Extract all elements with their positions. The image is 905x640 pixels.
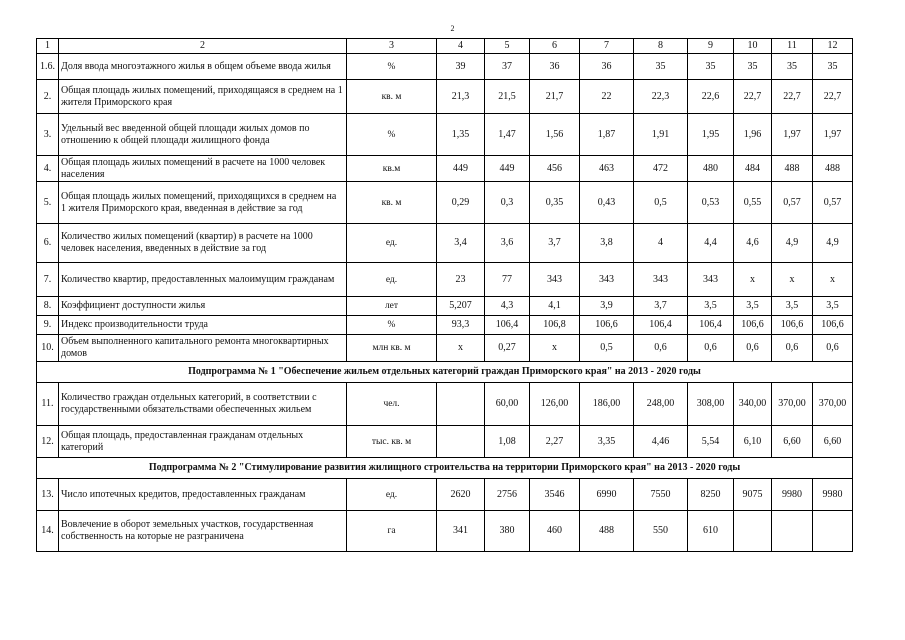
section-row (37, 458, 853, 479)
value-cell: 1,95 (688, 114, 734, 156)
value-cell: 1,35 (437, 114, 485, 156)
value-cell: 106,8 (530, 316, 580, 335)
value-cell: 0,6 (813, 335, 853, 362)
unit-cell: кв.м (347, 156, 437, 182)
value-cell: 35 (772, 54, 813, 80)
unit-cell: ед. (347, 479, 437, 511)
value-cell: 0,5 (634, 182, 688, 224)
value-cell: 106,6 (580, 316, 634, 335)
value-cell: х (530, 335, 580, 362)
table-row (37, 182, 853, 224)
value-cell: 340,00 (734, 383, 772, 426)
indicator-name: Количество граждан отдельных категорий, в соответствии с государственными обязательствами обеспеченных жильем (59, 383, 347, 426)
value-cell: 488 (580, 511, 634, 552)
value-cell: 1,87 (580, 114, 634, 156)
value-cell: 380 (485, 511, 530, 552)
unit-cell: га (347, 511, 437, 552)
value-cell: 484 (734, 156, 772, 182)
value-cell: 488 (772, 156, 813, 182)
value-cell: 4 (634, 224, 688, 263)
table-row (37, 426, 853, 458)
row-number: 7. (37, 263, 59, 297)
table-row (37, 316, 853, 335)
unit-cell: % (347, 114, 437, 156)
value-cell: 3,5 (734, 297, 772, 316)
value-cell: 2756 (485, 479, 530, 511)
value-cell: 4,4 (688, 224, 734, 263)
value-cell: 1,08 (485, 426, 530, 458)
value-cell: 3,8 (580, 224, 634, 263)
value-cell: 2620 (437, 479, 485, 511)
row-number: 9. (37, 316, 59, 335)
value-cell (772, 511, 813, 552)
indicator-name: Количество квартир, предоставленных малоимущим гражданам (59, 263, 347, 297)
value-cell: 341 (437, 511, 485, 552)
value-cell: 93,3 (437, 316, 485, 335)
value-cell: 35 (813, 54, 853, 80)
value-cell: х (813, 263, 853, 297)
value-cell: 21,3 (437, 80, 485, 114)
value-cell: 37 (485, 54, 530, 80)
value-cell: 35 (734, 54, 772, 80)
value-cell: 3,5 (688, 297, 734, 316)
value-cell: 3,35 (580, 426, 634, 458)
value-cell: 4,3 (485, 297, 530, 316)
unit-cell: чел. (347, 383, 437, 426)
value-cell: 5,207 (437, 297, 485, 316)
value-cell: 106,4 (688, 316, 734, 335)
value-cell: 0,57 (813, 182, 853, 224)
value-cell: 3,7 (530, 224, 580, 263)
value-cell: 550 (634, 511, 688, 552)
value-cell: 449 (485, 156, 530, 182)
value-cell: 4,6 (734, 224, 772, 263)
value-cell: 36 (530, 54, 580, 80)
unit-cell: тыс. кв. м (347, 426, 437, 458)
value-cell: х (734, 263, 772, 297)
indicator-name: Общая площадь, предоставленная гражданам отдельных категорий (59, 426, 347, 458)
value-cell: 60,00 (485, 383, 530, 426)
value-cell: 9980 (813, 479, 853, 511)
header-cell: 3 (347, 39, 437, 54)
value-cell: 0,43 (580, 182, 634, 224)
table-row (37, 297, 853, 316)
value-cell: 1,91 (634, 114, 688, 156)
indicator-name: Общая площадь жилых помещений в расчете на 1000 человек населения (59, 156, 347, 182)
unit-cell: лет (347, 297, 437, 316)
value-cell: 3,5 (772, 297, 813, 316)
value-cell: 370,00 (813, 383, 853, 426)
page-number: 2 (450, 24, 455, 33)
value-cell: 449 (437, 156, 485, 182)
header-cell: 8 (634, 39, 688, 54)
value-cell: 456 (530, 156, 580, 182)
value-cell: 21,7 (530, 80, 580, 114)
row-number: 2. (37, 80, 59, 114)
value-cell: 308,00 (688, 383, 734, 426)
value-cell: 3,6 (485, 224, 530, 263)
value-cell: 343 (634, 263, 688, 297)
row-number: 12. (37, 426, 59, 458)
value-cell: 9980 (772, 479, 813, 511)
value-cell: 0,6 (772, 335, 813, 362)
row-number: 5. (37, 182, 59, 224)
value-cell: 22,6 (688, 80, 734, 114)
value-cell: 22,7 (772, 80, 813, 114)
indicator-name: Общая площадь жилых помещений, приходящихся в среднем на 1 жителя Приморского края, введенная в действие за год (59, 182, 347, 224)
value-cell: 472 (634, 156, 688, 182)
value-cell: 610 (688, 511, 734, 552)
row-number: 6. (37, 224, 59, 263)
table-row (37, 114, 853, 156)
value-cell: 3,7 (634, 297, 688, 316)
section-title: Подпрограмма № 1 "Обеспечение жильем отдельных категорий граждан Приморского края" на 2013 - 2020 годы (37, 362, 853, 383)
value-cell: 22,7 (813, 80, 853, 114)
value-cell: 39 (437, 54, 485, 80)
table-row (37, 80, 853, 114)
value-cell: 0,35 (530, 182, 580, 224)
row-number: 10. (37, 335, 59, 362)
value-cell: 0,3 (485, 182, 530, 224)
value-cell: 0,53 (688, 182, 734, 224)
value-cell: 186,00 (580, 383, 634, 426)
value-cell: 0,55 (734, 182, 772, 224)
value-cell: 370,00 (772, 383, 813, 426)
unit-cell: ед. (347, 263, 437, 297)
indicator-name: Вовлечение в оборот земельных участков, государственная собственность на которые не разграничена (59, 511, 347, 552)
value-cell: 22,3 (634, 80, 688, 114)
value-cell: 4,1 (530, 297, 580, 316)
value-cell: 106,6 (734, 316, 772, 335)
value-cell: 36 (580, 54, 634, 80)
unit-cell: ед. (347, 224, 437, 263)
value-cell: 23 (437, 263, 485, 297)
unit-cell: млн кв. м (347, 335, 437, 362)
table-row (37, 224, 853, 263)
value-cell: 5,54 (688, 426, 734, 458)
value-cell (734, 511, 772, 552)
value-cell: 0,6 (734, 335, 772, 362)
value-cell: 463 (580, 156, 634, 182)
value-cell: 0,29 (437, 182, 485, 224)
value-cell: 6,60 (813, 426, 853, 458)
value-cell: 6,60 (772, 426, 813, 458)
value-cell: 22,7 (734, 80, 772, 114)
table-row (37, 479, 853, 511)
value-cell: 0,27 (485, 335, 530, 362)
row-number: 14. (37, 511, 59, 552)
value-cell: 35 (688, 54, 734, 80)
header-cell: 11 (772, 39, 813, 54)
row-number: 11. (37, 383, 59, 426)
value-cell: 8250 (688, 479, 734, 511)
row-number: 3. (37, 114, 59, 156)
section-title: Подпрограмма № 2 "Стимулирование развития жилищного строительства на территории Приморского края" на 2013 - 2020 годы (37, 458, 853, 479)
value-cell: 106,6 (772, 316, 813, 335)
value-cell: 1,47 (485, 114, 530, 156)
table-row (37, 54, 853, 80)
value-cell: 126,00 (530, 383, 580, 426)
indicator-name: Индекс производительности труда (59, 316, 347, 335)
indicator-name: Коэффициент доступности жилья (59, 297, 347, 316)
header-row (37, 39, 853, 54)
value-cell: 480 (688, 156, 734, 182)
value-cell: 6990 (580, 479, 634, 511)
value-cell: 4,9 (772, 224, 813, 263)
value-cell: 106,4 (634, 316, 688, 335)
value-cell: 6,10 (734, 426, 772, 458)
value-cell: 0,57 (772, 182, 813, 224)
value-cell: 0,6 (688, 335, 734, 362)
section-row (37, 362, 853, 383)
value-cell: 1,56 (530, 114, 580, 156)
value-cell: 106,6 (813, 316, 853, 335)
value-cell: 3,9 (580, 297, 634, 316)
value-cell: 1,97 (772, 114, 813, 156)
value-cell: 4,46 (634, 426, 688, 458)
value-cell: 488 (813, 156, 853, 182)
indicator-name: Общая площадь жилых помещений, приходящаяся в среднем на 1 жителя Приморского края (59, 80, 347, 114)
value-cell: х (437, 335, 485, 362)
value-cell: 460 (530, 511, 580, 552)
table-row (37, 263, 853, 297)
table-row (37, 335, 853, 362)
value-cell: х (772, 263, 813, 297)
value-cell: 22 (580, 80, 634, 114)
indicator-name: Число ипотечных кредитов, предоставленных гражданам (59, 479, 347, 511)
indicator-name: Удельный вес введенной общей площади жилых домов по отношению к общей площади жилищного фонда (59, 114, 347, 156)
value-cell: 343 (530, 263, 580, 297)
unit-cell: % (347, 54, 437, 80)
value-cell: 106,4 (485, 316, 530, 335)
unit-cell: кв. м (347, 182, 437, 224)
indicator-name: Объем выполненного капитального ремонта многоквартирных домов (59, 335, 347, 362)
header-cell: 1 (37, 39, 59, 54)
header-cell: 2 (59, 39, 347, 54)
header-cell: 9 (688, 39, 734, 54)
unit-cell: % (347, 316, 437, 335)
header-cell: 10 (734, 39, 772, 54)
value-cell: 343 (688, 263, 734, 297)
table-row (37, 383, 853, 426)
header-cell: 4 (437, 39, 485, 54)
row-number: 1.6. (37, 54, 59, 80)
header-cell: 5 (485, 39, 530, 54)
value-cell: 7550 (634, 479, 688, 511)
value-cell: 3546 (530, 479, 580, 511)
value-cell: 3,5 (813, 297, 853, 316)
value-cell (813, 511, 853, 552)
row-number: 8. (37, 297, 59, 316)
row-number: 13. (37, 479, 59, 511)
value-cell: 0,5 (580, 335, 634, 362)
value-cell: 1,96 (734, 114, 772, 156)
header-cell: 6 (530, 39, 580, 54)
value-cell: 21,5 (485, 80, 530, 114)
value-cell: 35 (634, 54, 688, 80)
value-cell (437, 383, 485, 426)
indicator-name: Доля ввода многоэтажного жилья в общем объеме ввода жилья (59, 54, 347, 80)
table-row (37, 156, 853, 182)
value-cell: 2,27 (530, 426, 580, 458)
table-row (37, 511, 853, 552)
value-cell: 3,4 (437, 224, 485, 263)
unit-cell: кв. м (347, 80, 437, 114)
table-body (37, 39, 853, 552)
indicators-table (36, 38, 853, 552)
header-cell: 12 (813, 39, 853, 54)
value-cell: 248,00 (634, 383, 688, 426)
value-cell: 4,9 (813, 224, 853, 263)
value-cell: 0,6 (634, 335, 688, 362)
value-cell: 9075 (734, 479, 772, 511)
value-cell: 343 (580, 263, 634, 297)
value-cell: 1,97 (813, 114, 853, 156)
row-number: 4. (37, 156, 59, 182)
indicator-name: Количество жилых помещений (квартир) в расчете на 1000 человек населения, введенных в действие за год (59, 224, 347, 263)
value-cell (437, 426, 485, 458)
value-cell: 77 (485, 263, 530, 297)
header-cell: 7 (580, 39, 634, 54)
